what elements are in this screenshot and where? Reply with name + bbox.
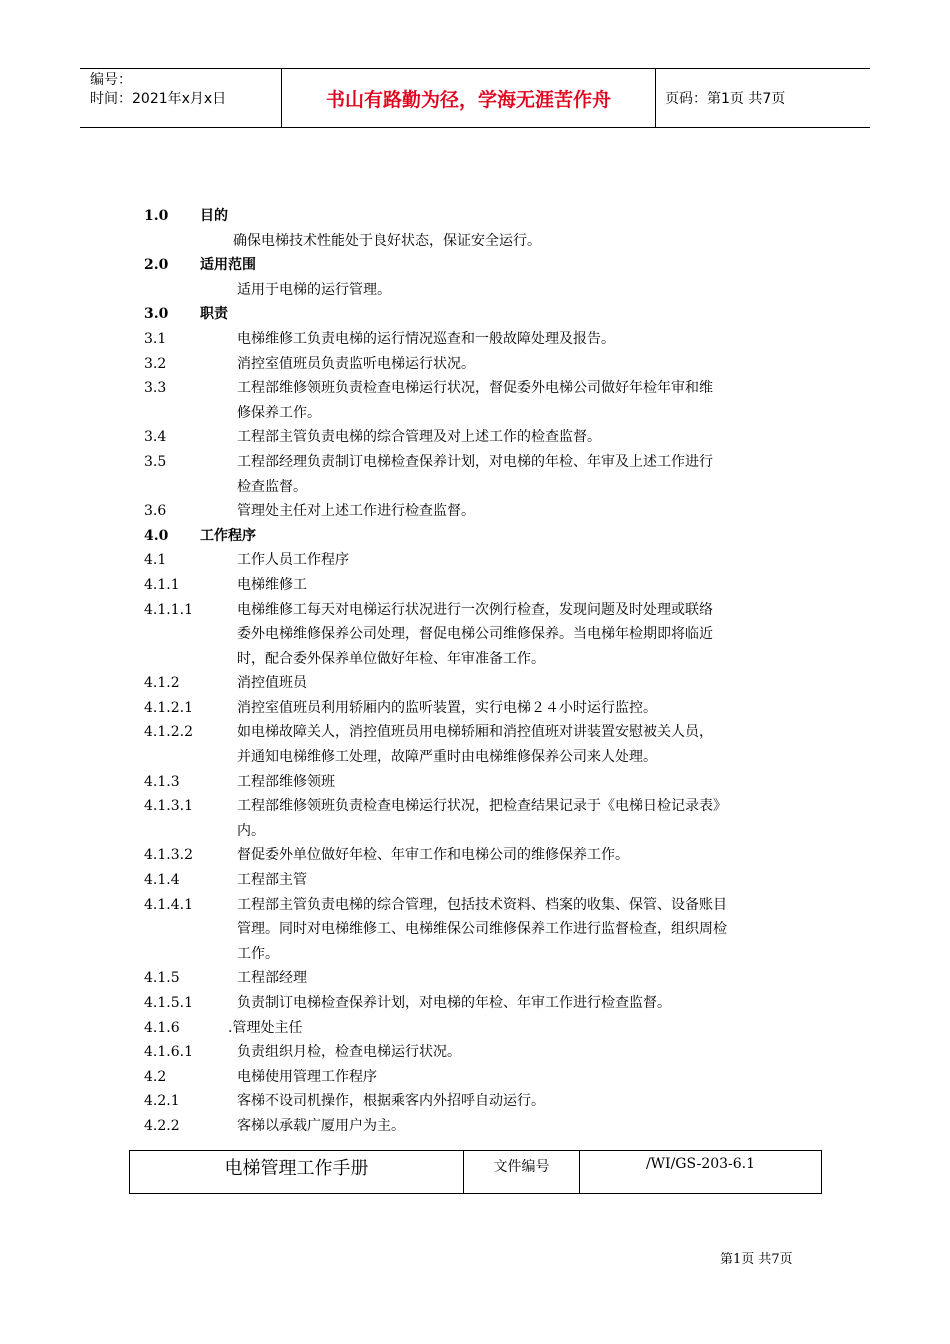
text-line [0, 425, 950, 450]
text-line [0, 843, 950, 868]
text-line [0, 745, 950, 770]
code-label: 编号： [90, 72, 132, 88]
text-line [0, 327, 950, 352]
line-text: 工作人员工作程序 [237, 552, 349, 569]
section-number: 4.1.6 [144, 1019, 180, 1036]
text-line [0, 499, 950, 524]
line-text: 如电梯故障关人，消控值班员用电梯轿厢和消控值班对讲装置安慰被关人员， [237, 724, 713, 741]
line-text: 工作程序 [200, 527, 256, 544]
text-line [0, 253, 950, 278]
section-number: 3.0 [144, 306, 169, 323]
text-line [0, 450, 950, 475]
line-text: 确保电梯技术性能处于良好状态，保证安全运行。 [233, 232, 541, 249]
section-number: 4.0 [144, 527, 169, 544]
line-text: 工程部主管 [237, 872, 307, 889]
line-text: 督促委外单位做好年检、年审工作和电梯公司的维修保养工作。 [237, 847, 629, 864]
section-number: 4.1.5.1 [144, 995, 193, 1011]
header-motto: 书山有路勤为径，学海无涯苦作舟 [282, 69, 656, 127]
text-line [0, 942, 950, 967]
line-text: 内。 [237, 822, 265, 839]
text-line [0, 278, 950, 303]
text-line [0, 893, 950, 918]
section-number: 4.1.6.1 [144, 1044, 193, 1061]
line-text: 工程部经理负责制订电梯检查保养计划，对电梯的年检、年审及上述工作进行 [237, 453, 713, 470]
line-text: 消控室值班员利用轿厢内的监听装置，实行电梯２４小时运行监控。 [237, 699, 657, 716]
line-text: 工程部主管负责电梯的综合管理及对上述工作的检查监督。 [237, 429, 601, 446]
line-text: 修保养工作。 [237, 404, 321, 421]
text-line [0, 819, 950, 844]
text-line [0, 524, 950, 549]
section-number: 4.1 [144, 552, 167, 569]
text-line [0, 991, 950, 1016]
section-number: 2.0 [144, 257, 169, 274]
line-text: 负责制订电梯检查保养计划，对电梯的年检、年审工作进行检查监督。 [237, 995, 671, 1011]
section-number: 4.1.1.1 [144, 601, 193, 618]
text-line [0, 966, 950, 991]
doc-number-value: /WI/GS-203-6.1 [645, 1156, 756, 1172]
header-meta [80, 69, 282, 127]
line-text: 客梯不设司机操作，根据乘客内外招呼自动运行。 [237, 1093, 545, 1110]
line-text: 电梯使用管理工作程序 [237, 1068, 377, 1085]
text-line [0, 868, 950, 893]
text-line [0, 1114, 950, 1139]
line-text: 工程部维修领班 [237, 773, 335, 790]
line-text: 时，配合委外保养单位做好年检、年审准备工作。 [237, 650, 545, 667]
text-line [0, 1016, 950, 1041]
line-text: 适用范围 [200, 257, 256, 274]
line-text: 电梯维修工每天对电梯运行状况进行一次例行检查，发现问题及时处理或联络 [237, 601, 713, 618]
line-text: 适用于电梯的运行管理。 [237, 281, 391, 298]
document-body [0, 204, 950, 1139]
section-number: 4.1.3.2 [144, 847, 193, 864]
section-number: 4.1.1 [144, 576, 180, 593]
line-text: .管理处主任 [228, 1019, 303, 1036]
line-text: 客梯以承载广厦用户为主。 [237, 1117, 405, 1134]
line-text: 电梯维修工负责电梯的运行情况巡查和一般故障处理及报告。 [237, 330, 615, 347]
section-number: 3.2 [144, 355, 167, 372]
text-line [0, 794, 950, 819]
line-text: 电梯维修工 [237, 576, 307, 593]
section-number: 4.1.5 [144, 970, 180, 987]
line-text: 并通知电梯维修工处理，故障严重时由电梯维修保养公司来人处理。 [237, 749, 657, 766]
text-line [0, 1089, 950, 1114]
line-text: 工程部维修领班负责检查电梯运行状况，把检查结果记录于《电梯日检记录表》 [237, 798, 727, 815]
section-number: 4.1.4.1 [144, 896, 193, 913]
line-text: 工作。 [237, 945, 279, 962]
text-line [0, 548, 950, 573]
text-line [0, 1065, 950, 1090]
page-header [80, 68, 870, 128]
line-text: 管理处主任对上述工作进行检查监督。 [237, 503, 475, 520]
section-number: 4.1.2.2 [144, 724, 193, 741]
text-line [0, 770, 950, 795]
text-line [0, 302, 950, 327]
text-line [0, 696, 950, 721]
page-footer: 第1页 共7页 [720, 1252, 793, 1267]
manual-title: 电梯管理工作手册 [130, 1151, 464, 1193]
line-text: 工程部经理 [237, 970, 307, 987]
section-number: 3.3 [144, 380, 167, 397]
section-number: 4.1.3 [144, 773, 180, 790]
section-number: 3.6 [144, 503, 167, 520]
text-line [0, 1040, 950, 1065]
text-line [0, 475, 950, 500]
date-label: 时间：2021年x月x日 [90, 91, 227, 107]
line-text: 工程部主管负责电梯的综合管理，包括技术资料、档案的收集、保管、设备账目 [237, 896, 727, 913]
document-footer-table [129, 1150, 822, 1194]
line-text: 管理。同时对电梯维修工、电梯维保公司维修保养工作进行监督检查，组织周检 [237, 921, 727, 938]
text-line [0, 622, 950, 647]
line-text: 目的 [200, 208, 228, 224]
section-number: 4.2.2 [144, 1117, 180, 1134]
text-line [0, 401, 950, 426]
section-number: 3.5 [144, 453, 167, 470]
section-number: 1.0 [144, 208, 169, 224]
text-line [0, 229, 950, 254]
text-line [0, 917, 950, 942]
text-line [0, 352, 950, 377]
doc-number-label: 文件编号 [464, 1151, 580, 1193]
section-number: 3.1 [144, 330, 167, 347]
text-line [0, 720, 950, 745]
line-text: 负责组织月检，检查电梯运行状况。 [237, 1044, 461, 1061]
line-text: 委外电梯维修保养公司处理，督促电梯公司维修保养。当电梯年检期即将临近 [237, 626, 713, 643]
line-text: 检查监督。 [237, 478, 307, 495]
text-line [0, 204, 950, 229]
line-text: 工程部维修领班负责检查电梯运行状况，督促委外电梯公司做好年检年审和维 [237, 380, 713, 397]
section-number: 4.1.2 [144, 675, 180, 692]
section-number: 4.2 [144, 1068, 167, 1085]
text-line [0, 647, 950, 672]
section-number: 3.4 [144, 429, 167, 446]
section-number: 4.1.2.1 [144, 699, 193, 716]
section-number: 4.1.4 [144, 872, 180, 889]
text-line [0, 671, 950, 696]
text-line [0, 573, 950, 598]
section-number: 4.1.3.1 [144, 798, 193, 815]
text-line [0, 598, 950, 623]
line-text: 消控室值班员负责监听电梯运行状况。 [237, 355, 475, 372]
section-number: 4.2.1 [144, 1093, 180, 1110]
header-page-info: 页码：第1页 共7页 [665, 91, 786, 107]
line-text: 职责 [200, 306, 228, 323]
line-text: 消控值班员 [237, 675, 307, 692]
text-line [0, 376, 950, 401]
